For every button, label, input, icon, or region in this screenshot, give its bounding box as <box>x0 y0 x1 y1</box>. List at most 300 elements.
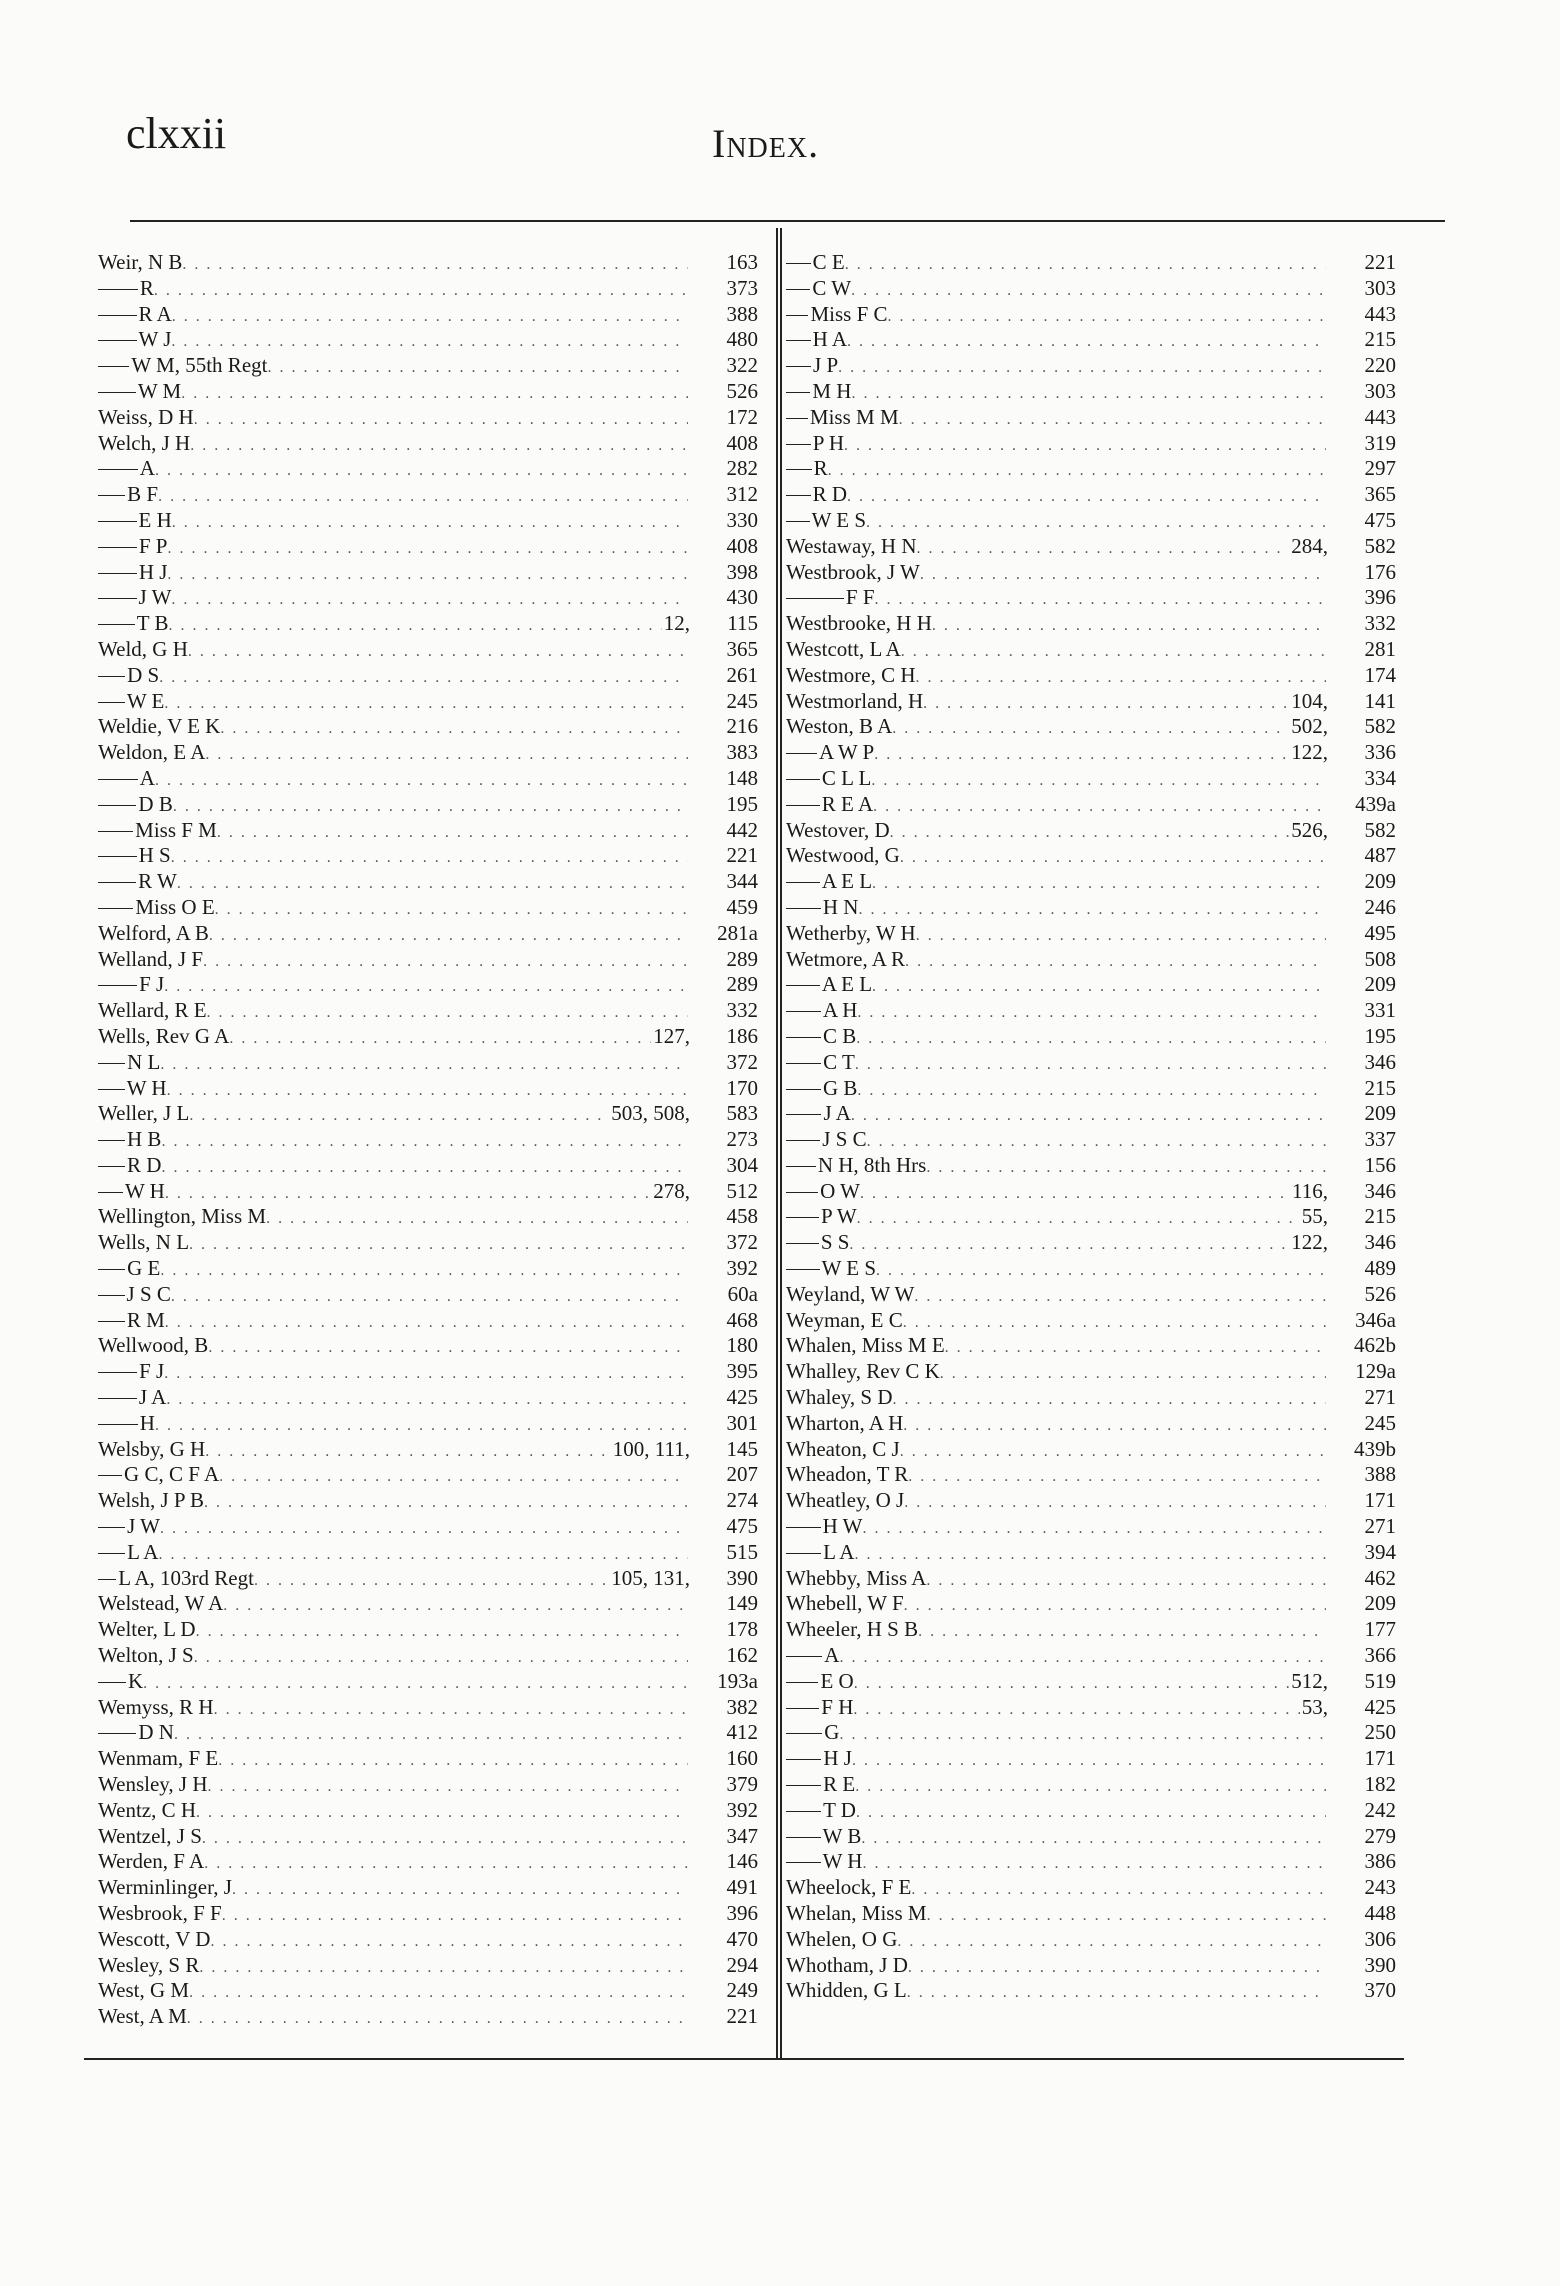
index-entry <box>98 405 758 431</box>
ditto-dash <box>98 547 137 548</box>
entry-page: 480 <box>726 327 758 352</box>
index-entry <box>786 895 1396 921</box>
ditto-dash <box>786 1862 821 1863</box>
entry-name: A W P <box>818 740 875 765</box>
index-entry <box>786 1566 1396 1592</box>
entry-name: H <box>139 1410 155 1435</box>
entry-page: 475 <box>726 1514 758 1539</box>
index-entry <box>98 1153 758 1179</box>
dot-leader <box>901 639 1326 665</box>
index-entry <box>786 921 1396 947</box>
index-entry <box>98 792 758 818</box>
entry-page: 519 <box>1364 1668 1396 1693</box>
index-entry <box>786 740 1396 766</box>
dot-leader <box>215 897 688 923</box>
entry-name: Westbrook, J W <box>786 559 920 584</box>
entry-name: N H, 8th Hrs <box>817 1152 927 1177</box>
dot-leader <box>892 716 1289 742</box>
ditto-dash <box>98 1321 125 1322</box>
dot-leader <box>917 536 1290 562</box>
index-entry <box>786 560 1396 586</box>
entry-extra-pages: 503, 508, <box>611 1101 690 1126</box>
index-entry <box>786 637 1396 663</box>
entry-name: R W <box>138 869 177 894</box>
dot-leader <box>940 1361 1326 1387</box>
entry-name: A <box>139 456 155 481</box>
entry-page: 246 <box>1364 894 1396 919</box>
index-entry <box>786 947 1396 973</box>
dot-leader <box>875 587 1327 613</box>
index-entry <box>786 1359 1396 1385</box>
dot-leader <box>160 1258 688 1284</box>
dot-leader <box>897 1929 1326 1955</box>
index-entry <box>786 1514 1396 1540</box>
dot-leader <box>189 1980 688 2006</box>
entry-name: A <box>139 765 155 790</box>
dot-leader <box>172 510 688 536</box>
entry-page: 337 <box>1364 1127 1396 1152</box>
entry-page: 330 <box>726 507 758 532</box>
entry-name: W E S <box>811 507 867 532</box>
ditto-dash <box>786 779 820 780</box>
dot-leader <box>182 252 688 278</box>
ditto-dash <box>98 624 135 625</box>
dot-leader <box>155 458 688 484</box>
index-entry <box>786 508 1396 534</box>
index-entry <box>786 818 1396 844</box>
dot-leader <box>862 1851 1326 1877</box>
index-entry <box>98 1978 758 2004</box>
entry-name: Westbrooke, H H <box>786 611 932 636</box>
entry-page: 462 <box>1364 1565 1396 1590</box>
index-entry <box>786 1488 1396 1514</box>
entry-name: J A <box>823 1101 851 1126</box>
entry-page: 322 <box>726 353 758 378</box>
entry-page: 388 <box>1364 1462 1396 1487</box>
entry-page: 209 <box>1364 1591 1396 1616</box>
entry-name: L A <box>823 1539 855 1564</box>
entry-name: Whotham, J D <box>786 1952 908 1977</box>
dot-leader <box>866 510 1326 536</box>
entry-page: 193a <box>717 1668 758 1693</box>
entry-page: 170 <box>726 1075 758 1100</box>
dot-leader <box>196 1619 688 1645</box>
entry-page: 386 <box>1364 1849 1396 1874</box>
index-entry <box>98 1050 758 1076</box>
entry-name: A E L <box>821 869 873 894</box>
index-entry <box>98 689 758 715</box>
entry-name: Wells, Rev G A <box>98 1023 230 1048</box>
index-entry <box>786 972 1396 998</box>
entry-name: C E <box>812 250 845 274</box>
entry-name: R A <box>138 301 172 326</box>
dot-leader <box>219 1464 688 1490</box>
dot-leader <box>165 1181 651 1207</box>
dot-leader <box>857 1000 1326 1026</box>
dot-leader <box>177 871 688 897</box>
dot-leader <box>914 1284 1326 1310</box>
dot-leader <box>874 742 1289 768</box>
entry-page: 475 <box>1364 507 1396 532</box>
index-entry <box>98 1462 758 1488</box>
entry-extra-pages: 104, <box>1291 688 1328 713</box>
entry-extra-pages: 105, 131, <box>611 1565 690 1590</box>
ditto-dash <box>98 340 137 341</box>
page-number: clxxii <box>126 109 227 158</box>
ditto-dash <box>98 702 125 703</box>
entry-name: Wheadon, T R <box>786 1462 909 1487</box>
entry-page: 379 <box>726 1772 758 1797</box>
dot-leader <box>890 820 1290 846</box>
entry-page: 180 <box>726 1333 758 1358</box>
entry-page: 250 <box>1364 1720 1396 1745</box>
index-entry <box>786 1230 1396 1256</box>
ditto-dash <box>98 856 137 857</box>
entry-page: 209 <box>1364 869 1396 894</box>
index-entry <box>786 1875 1396 1901</box>
entry-name: Whalen, Miss M E <box>786 1333 945 1358</box>
entry-name: J W <box>127 1514 160 1539</box>
entry-name: J A <box>138 1385 167 1410</box>
entry-name: R M <box>126 1307 165 1332</box>
dot-leader <box>828 458 1326 484</box>
ditto-dash <box>786 1837 821 1838</box>
index-entry <box>786 1849 1396 1875</box>
index-entry <box>98 1720 758 1746</box>
entry-page: 243 <box>1364 1875 1396 1900</box>
entry-name: Wetmore, A R <box>786 946 906 971</box>
entry-page: 149 <box>726 1591 758 1616</box>
entry-page: 332 <box>1364 611 1396 636</box>
index-entry <box>786 250 1396 276</box>
index-entry <box>98 1256 758 1282</box>
entry-name: Miss F M <box>135 817 217 842</box>
ditto-dash <box>98 1192 123 1193</box>
entry-page: 346 <box>1364 1178 1396 1203</box>
dot-leader <box>169 613 662 639</box>
index-entry <box>98 1101 758 1127</box>
dot-leader <box>174 1722 688 1748</box>
top-rule <box>130 220 1445 222</box>
index-entry <box>98 1488 758 1514</box>
entry-name: Whalley, Rev C K <box>786 1359 940 1384</box>
dot-leader <box>171 587 688 613</box>
ditto-dash <box>98 469 138 470</box>
entry-page: 408 <box>726 430 758 455</box>
dot-leader <box>838 355 1326 381</box>
ditto-dash <box>786 289 810 290</box>
dot-leader <box>160 1052 688 1078</box>
index-entry <box>786 1333 1396 1359</box>
index-entry <box>786 1772 1396 1798</box>
index-entry <box>786 1720 1396 1746</box>
dot-leader <box>171 845 688 871</box>
entry-name: Wheeler, H S B <box>786 1617 919 1642</box>
dot-leader <box>858 897 1326 923</box>
dot-leader <box>164 974 688 1000</box>
dot-leader <box>855 1774 1326 1800</box>
index-entry <box>786 869 1396 895</box>
entry-extra-pages: 100, 111, <box>612 1436 690 1461</box>
entry-name: W J <box>138 327 172 352</box>
column-divider <box>776 228 782 2058</box>
entry-page: 303 <box>1364 378 1396 403</box>
index-entry <box>98 1875 758 1901</box>
dot-leader <box>851 1103 1326 1129</box>
dot-leader <box>856 1800 1326 1826</box>
entry-name: Wesley, S R <box>98 1952 200 1977</box>
entry-page: 304 <box>726 1152 758 1177</box>
entry-name: P W <box>821 1204 857 1229</box>
entry-extra-pages: 502, <box>1291 714 1328 739</box>
entry-name: L A, 103rd Regt <box>118 1565 254 1590</box>
entry-page: 443 <box>1364 404 1396 429</box>
dot-leader <box>217 820 688 846</box>
index-entry <box>786 1153 1396 1179</box>
dot-leader <box>266 1206 688 1232</box>
entry-name: Wetherby, W H <box>786 920 916 945</box>
entry-name: J P <box>813 353 839 378</box>
index-entry <box>98 1514 758 1540</box>
ditto-dash <box>98 1140 125 1141</box>
ditto-dash <box>98 882 136 883</box>
entry-page: 336 <box>1364 740 1396 765</box>
dot-leader <box>839 1722 1326 1748</box>
entry-page: 312 <box>726 482 758 507</box>
entry-name: O W <box>820 1178 860 1203</box>
ditto-dash <box>786 263 811 264</box>
dot-leader <box>856 1026 1326 1052</box>
dot-leader <box>900 1439 1326 1465</box>
index-entry <box>98 508 758 534</box>
entry-page: 303 <box>1364 275 1396 300</box>
ditto-dash <box>98 573 137 574</box>
index-entry <box>98 1591 758 1617</box>
entry-extra-pages: 122, <box>1291 1230 1328 1255</box>
entry-page: 346 <box>1364 1049 1396 1074</box>
entry-extra-pages: 122, <box>1291 740 1328 765</box>
ditto-dash <box>98 1372 137 1373</box>
ditto-dash <box>786 1063 821 1064</box>
dot-leader <box>911 1877 1326 1903</box>
index-entry <box>98 379 758 405</box>
dot-leader <box>908 1464 1326 1490</box>
entry-page: 319 <box>1364 430 1396 455</box>
index-entry <box>98 1798 758 1824</box>
entry-name: E O <box>820 1668 854 1693</box>
entry-page: 390 <box>1364 1952 1396 1977</box>
dot-leader <box>160 1516 688 1542</box>
entry-name: S S <box>820 1230 850 1255</box>
entry-page: 172 <box>726 404 758 429</box>
entry-name: D B <box>138 791 173 816</box>
ditto-dash <box>98 1269 125 1270</box>
dot-leader <box>888 304 1326 330</box>
dot-leader <box>173 794 688 820</box>
entry-page: 129a <box>1355 1359 1396 1384</box>
index-entry <box>786 1204 1396 1230</box>
entry-page: 177 <box>1364 1617 1396 1642</box>
dot-leader <box>202 1826 688 1852</box>
dot-leader <box>920 562 1326 588</box>
entry-page: 462b <box>1354 1333 1396 1358</box>
entry-name: Wescott, V D <box>98 1926 211 1951</box>
dot-leader <box>907 1980 1326 2006</box>
ditto-dash <box>786 1037 821 1038</box>
ditto-dash <box>98 495 125 496</box>
entry-page: 508 <box>1364 946 1396 971</box>
ditto-dash <box>786 1011 821 1012</box>
index-entry <box>786 1927 1396 1953</box>
index-entry <box>786 302 1396 328</box>
entry-extra-pages: 512, <box>1291 1668 1328 1693</box>
ditto-dash <box>786 1708 819 1709</box>
entry-name: H W <box>822 1514 863 1539</box>
entry-name: A <box>824 1643 840 1668</box>
entry-page: 394 <box>1364 1539 1396 1564</box>
index-entry <box>786 1308 1396 1334</box>
entry-name: W H <box>822 1849 863 1874</box>
ditto-dash <box>98 366 129 367</box>
entry-name: Weldon, E A <box>98 740 206 765</box>
entry-name: J W <box>138 585 172 610</box>
entry-name: Whelan, Miss M <box>786 1901 927 1925</box>
index-entry <box>786 1617 1396 1643</box>
index-entry <box>98 921 758 947</box>
entry-name: Westover, D <box>786 817 890 842</box>
entry-page: 145 <box>726 1436 758 1461</box>
entry-page: 346a <box>1355 1307 1396 1332</box>
index-entry <box>786 534 1396 560</box>
index-entry <box>786 1127 1396 1153</box>
index-entry <box>786 998 1396 1024</box>
index-entry <box>98 2004 758 2030</box>
entry-extra-pages: 12, <box>663 611 690 636</box>
entry-page: 412 <box>726 1720 758 1745</box>
entry-page: 470 <box>726 1926 758 1951</box>
page-title: Index. <box>712 121 820 166</box>
index-entry <box>98 611 758 637</box>
index-entry <box>786 1591 1396 1617</box>
entry-page: 582 <box>1364 817 1396 842</box>
entry-name: G E <box>127 1256 161 1281</box>
index-entry <box>98 740 758 766</box>
ditto-dash <box>98 392 136 393</box>
dot-leader <box>899 407 1326 433</box>
dot-leader <box>161 1155 688 1181</box>
entry-page: 491 <box>726 1875 758 1900</box>
ditto-dash <box>98 676 125 677</box>
ditto-dash <box>98 908 133 909</box>
index-entry <box>786 482 1396 508</box>
dot-leader <box>143 1671 688 1697</box>
entry-name: Wemyss, R H <box>98 1694 214 1719</box>
entry-name: G <box>824 1720 840 1745</box>
entry-page: 443 <box>1364 301 1396 326</box>
index-entry <box>786 1978 1396 2004</box>
dot-leader <box>857 1078 1326 1104</box>
index-entry <box>98 1566 758 1592</box>
index-entry <box>786 1437 1396 1463</box>
entry-name: Westmore, C H <box>786 662 916 687</box>
dot-leader <box>171 329 688 355</box>
entry-name: Whidden, G L <box>786 1978 907 2003</box>
entry-name: Wentzel, J S <box>98 1823 202 1848</box>
entry-extra-pages: 526, <box>1291 817 1328 842</box>
entry-name: T D <box>823 1797 856 1822</box>
ditto-dash <box>98 289 138 290</box>
entry-name: Wenmam, F E <box>98 1746 219 1771</box>
index-entry <box>98 1746 758 1772</box>
entry-name: C T <box>823 1049 855 1074</box>
entry-page: 370 <box>1364 1978 1396 2003</box>
entry-name: F H <box>821 1694 854 1719</box>
entry-page: 392 <box>726 1256 758 1281</box>
index-entry <box>786 353 1396 379</box>
dot-leader <box>853 1697 1299 1723</box>
entry-name: W E S <box>821 1256 877 1281</box>
dot-leader <box>927 1903 1326 1929</box>
dot-leader <box>857 1206 1300 1232</box>
index-entry <box>98 1230 758 1256</box>
dot-leader <box>164 1361 688 1387</box>
entry-page: 346 <box>1364 1230 1396 1255</box>
ditto-dash <box>786 1656 822 1657</box>
entry-page: 512 <box>726 1178 758 1203</box>
entry-page: 221 <box>726 843 758 868</box>
entry-page: 162 <box>726 1643 758 1668</box>
entry-name: Whelen, O G <box>786 1926 898 1951</box>
entry-page: 582 <box>1364 714 1396 739</box>
ditto-dash <box>786 340 811 341</box>
index-entry <box>786 1824 1396 1850</box>
ditto-dash <box>786 1785 821 1786</box>
ditto-dash <box>98 1682 126 1683</box>
index-entry <box>786 1050 1396 1076</box>
entry-name: H B <box>127 1127 162 1152</box>
entry-page: 279 <box>1364 1823 1396 1848</box>
entry-name: F J <box>139 1359 165 1384</box>
entry-name: W H <box>124 1178 165 1203</box>
entry-page: 242 <box>1364 1797 1396 1822</box>
entry-page: 334 <box>1364 765 1396 790</box>
entry-page: 442 <box>726 817 758 842</box>
entry-page: 398 <box>726 559 758 584</box>
entry-page: 583 <box>726 1101 758 1126</box>
ditto-dash <box>98 1424 138 1425</box>
entry-page: 459 <box>726 894 758 919</box>
entry-page: 439b <box>1354 1436 1396 1461</box>
index-entry <box>98 998 758 1024</box>
entry-name: Weller, J L <box>98 1101 190 1126</box>
dot-leader <box>861 1826 1326 1852</box>
entry-name: Wellington, Miss M <box>98 1204 267 1229</box>
index-entry <box>98 1643 758 1669</box>
ditto-dash <box>786 805 820 806</box>
entry-name: W M <box>137 378 182 403</box>
entry-page: 388 <box>726 301 758 326</box>
dot-leader <box>862 1516 1326 1542</box>
ditto-dash <box>786 598 844 599</box>
dot-leader <box>194 407 688 433</box>
dot-leader <box>166 1387 688 1413</box>
index-entry <box>786 1101 1396 1127</box>
entry-page: 344 <box>726 869 758 894</box>
dot-leader <box>905 949 1326 975</box>
dot-leader <box>839 1645 1326 1671</box>
dot-leader <box>181 381 688 407</box>
ditto-dash <box>786 1243 819 1244</box>
